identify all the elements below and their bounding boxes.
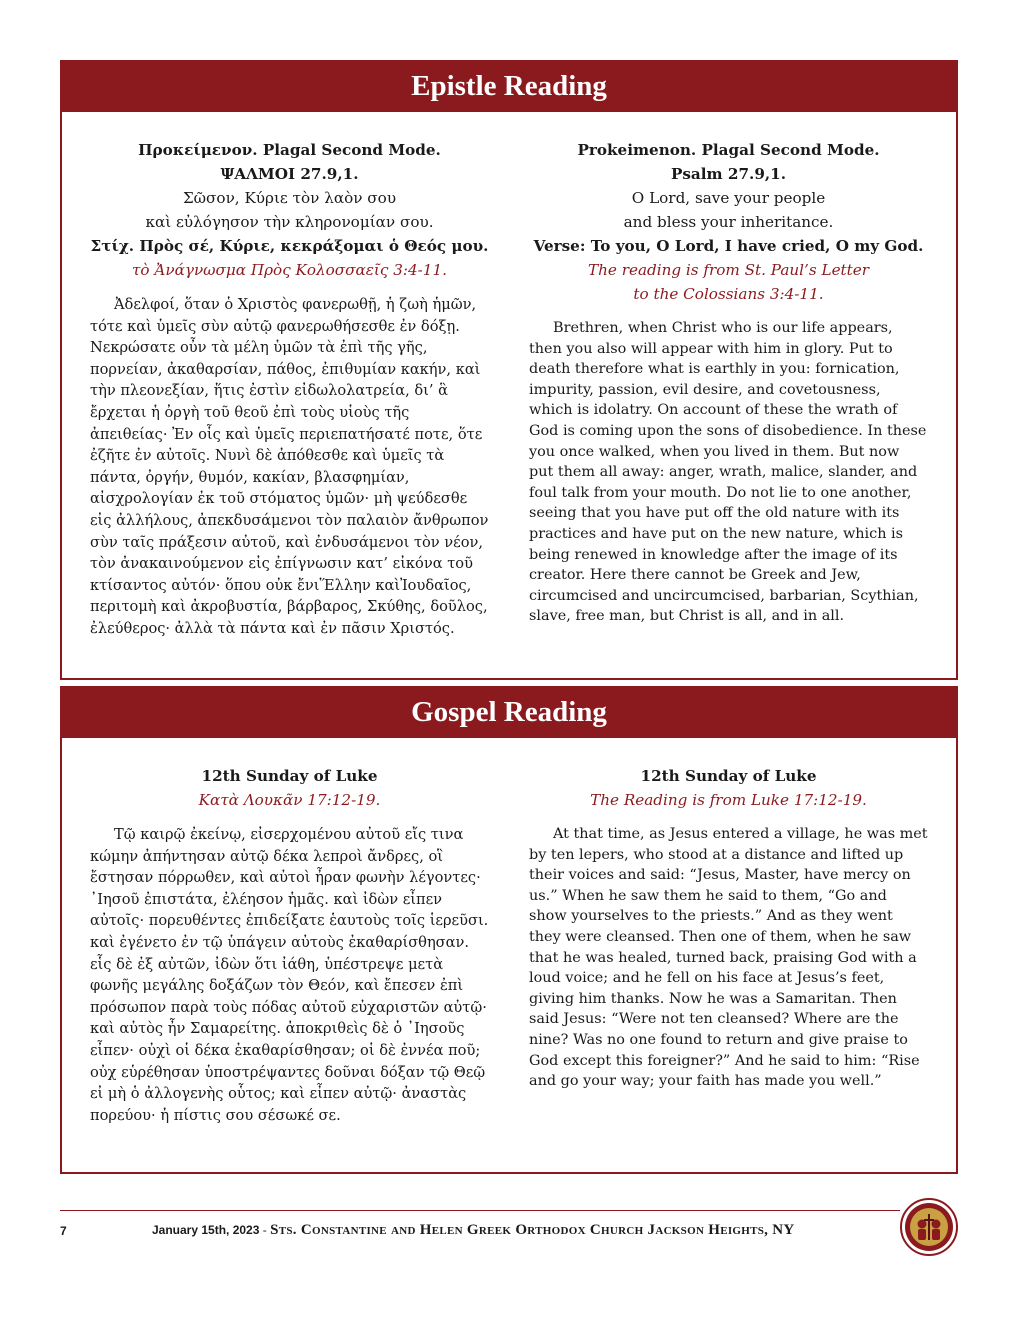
epistle-english-column xyxy=(509,138,928,640)
footer-separator: - xyxy=(259,1223,271,1237)
heading-line: to the Colossians 3:4-11. xyxy=(633,285,824,303)
page-number: 7 xyxy=(60,1224,67,1238)
gospel-greek-heading xyxy=(90,764,489,812)
footer-text xyxy=(152,1222,795,1239)
gospel-greek-text: Τῷ καιρῷ ἐκείνῳ, εἰσερχομένου αὐτοῦ εἴς τινα κώμην ἀπήντησαν αὐτῷ δέκα λεπροὶ ἄνδρες, οἳ ἔστησαν πόρρωθεν, καὶ αὐτοὶ ἦραν φωνὴν λέγοντες· ᾿Ιησοῦ ἐπιστάτα, ἐλέησον ἡμᾶς. καὶ ἰδὼν εἶπεν αὐτοῖς· πορευθέντες ἐπιδείξατε ἑαυτοὺς τοῖς ἱερεῦσι. καὶ ἐγένετο ἐν τῷ ὑπάγειν αὐτοὺς ἐκαθαρίσθησαν. εἷς δὲ ἐξ αὐτῶν, ἰδὼν ὅτι ἰάθη, ὑπέστρεψε μετὰ φωνῆς μεγάλης δοξάζων τὸν Θεόν, καὶ ἔπεσεν ἐπὶ πρόσωπον παρὰ τοὺς πόδας αὐτοῦ εὐχαριστῶν αὐτῷ· καὶ αὐτὸς ἦν Σαμαρείτης. ἀποκριθεὶς δὲ ὁ ᾿Ιησοῦς εἶπεν· οὐχὶ οἱ δέκα ἐκαθαρίσθησαν; οἱ δὲ ἐννέα ποῦ; οὐχ εὑρέθησαν ὑποστρέψαντες δοῦναι δόξαν τῷ Θεῷ εἰ μὴ ὁ ἀλλογενὴς οὗτος; καὶ εἶπεν αὐτῷ· ἀναστὰς πορεύου· ἡ πίστις σου σέσωκέ σε. xyxy=(90,826,489,1124)
heading-line: Σῶσον, Κύριε τὸν λαὸν σου xyxy=(182,189,397,207)
footer-church-name: Sts. Constantine and Helen Greek Orthodox Church Jackson Heights, NY xyxy=(270,1222,795,1238)
footer-date: January 15th, 2023 xyxy=(152,1223,260,1237)
gospel-english-heading xyxy=(529,764,928,812)
gospel-greek-column xyxy=(90,764,509,1126)
heading-line: Κατὰ Λουκᾶν 17:12-19. xyxy=(198,791,381,809)
heading-line: καὶ εὐλόγησον τὴν κληρονομίαν σου. xyxy=(145,213,434,231)
epistle-english-heading xyxy=(529,138,928,306)
heading-line: and bless your inheritance. xyxy=(623,213,834,231)
footer-divider xyxy=(60,1210,900,1211)
heading-line: Psalm 27.9,1. xyxy=(670,165,787,183)
heading-line: Στίχ. Πρὸς σέ, Κύριε, κεκράξομαι ὁ Θεός μου. xyxy=(90,237,489,255)
gospel-english-text: At that time, as Jesus entered a village, he was met by ten lepers, who stood at a distance and lifted up their voices and said: “Jesus, Master, have mercy on us.” When he saw them he said to them, “Go and show yourselves to the priests.” And as they went they were cleansed. Then one of them, when he saw that he was healed, turned back, praising God with a loud voice; and he fell on his face at Jesus’s feet, giving him thanks. Now he was a Samaritan. Then said Jesus: “Were not ten cleansed? Where are the nine? Was no one found to return and give praise to God except this foreigner?” And he said to him: “Rise and go your way; your faith has made you well.” xyxy=(529,826,928,1090)
heading-line: O Lord, save your people xyxy=(631,189,826,207)
epistle-english-text: Brethren, when Christ who is our life appears, then you also will appear with him in glory. Put to death therefore what is earthly in you: fornication, impurity, passion, evil desire, and covetousness, which is idolatry. On account of these the wrath of God is coming upon the sons of disobedience. In these you once walked, when you lived in them. But now put them all away: anger, wrath, malice, slander, and foul talk from your mouth. Do not lie to one another, seeing that you have put off the old nature with its practices and have put on the new nature, which is being renewed in knowledge after the image of its creator. Here there cannot be Greek and Jew, circumcised and uncircumcised, barbarian, Scythian, slave, free man, but Christ is all, and in all. xyxy=(529,320,927,625)
gospel-section xyxy=(60,686,958,1174)
epistle-section xyxy=(60,60,958,680)
heading-line: 12th Sunday of Luke xyxy=(640,767,817,785)
epistle-greek-text: Ἀδελφοί, ὅταν ὁ Χριστὸς φανερωθῇ, ἡ ζωὴ ἡμῶν, τότε καὶ ὑμεῖς σὺν αὐτῷ φανερωθήσεσθε ἐν δόξῃ. Νεκρώσατε οὖν τὰ μέλη ὑμῶν τὰ ἐπὶ τῆς γῆς, πορνείαν, ἀκαθαρσίαν, πάθος, ἐπιθυμίαν κακήν, καὶ τὴν πλεονεξίαν, ἥτις ἐστὶν εἰδωλολατρεία, δι’ ἃ ἔρχεται ἡ ὀργὴ τοῦ θεοῦ ἐπὶ τοὺς υἱοὺς τῆς ἀπειθείας· Ἐν οἷς καὶ ὑμεῖς περιεπατήσατέ ποτε, ὅτε ἐζῆτε ἐν αὐτοῖς. Νυνὶ δὲ ἀπόθεσθε καὶ ὑμεῖς τὰ πάντα, ὀργήν, θυμόν, κακίαν, βλασφημίαν, αἰσχρολογίαν ἐκ τοῦ στόματος ὑμῶν· μὴ ψεύδεσθε εἰς ἀλλήλους, ἀπεκδυσάμενοι τὸν παλαιὸν ἄνθρωπον σὺν ταῖς πράξεσιν αὐτοῦ, καὶ ἐνδυσάμενοι τὸν νέον, τὸν ἀνακαινούμενον εἰς ἐπίγνωσιν κατ’ εἰκόνα τοῦ κτίσαντος αὐτόν· ὅπου οὐκ ἔνιἝλλην καὶἸουδαῖος, περιτομὴ καὶ ἀκροβυστία, βάρβαρος, Σκύθης, δοῦλος, ἐλεύθερος· ἀλλὰ τὰ πάντα καὶ ἐν πᾶσιν Χριστός. xyxy=(90,296,489,637)
epistle-greek-column xyxy=(90,138,509,640)
footer xyxy=(60,1222,900,1242)
heading-line: τὸ Ἀνάγνωσμα Πρὸς Κολοσσαεῖς 3:4-11. xyxy=(132,261,447,279)
heading-line: Verse: To you, O Lord, I have cried, O my God. xyxy=(533,237,924,255)
heading-line: Προκείμενον. Plagal Second Mode. xyxy=(138,141,441,159)
epistle-greek-heading xyxy=(90,138,489,282)
heading-line: Prokeimenon. Plagal Second Mode. xyxy=(577,141,880,159)
heading-line: The Reading is from Luke 17:12-19. xyxy=(590,791,867,809)
gospel-title: Gospel Reading xyxy=(62,686,956,738)
epistle-title: Epistle Reading xyxy=(62,60,956,112)
church-seal-icon xyxy=(900,1198,958,1256)
heading-line: The reading is from St. Paul’s Letter xyxy=(587,261,870,279)
heading-line: ΨΑΛΜΟΙ 27.9,1. xyxy=(220,165,359,183)
gospel-english-column xyxy=(509,764,928,1126)
heading-line: 12th Sunday of Luke xyxy=(201,767,378,785)
